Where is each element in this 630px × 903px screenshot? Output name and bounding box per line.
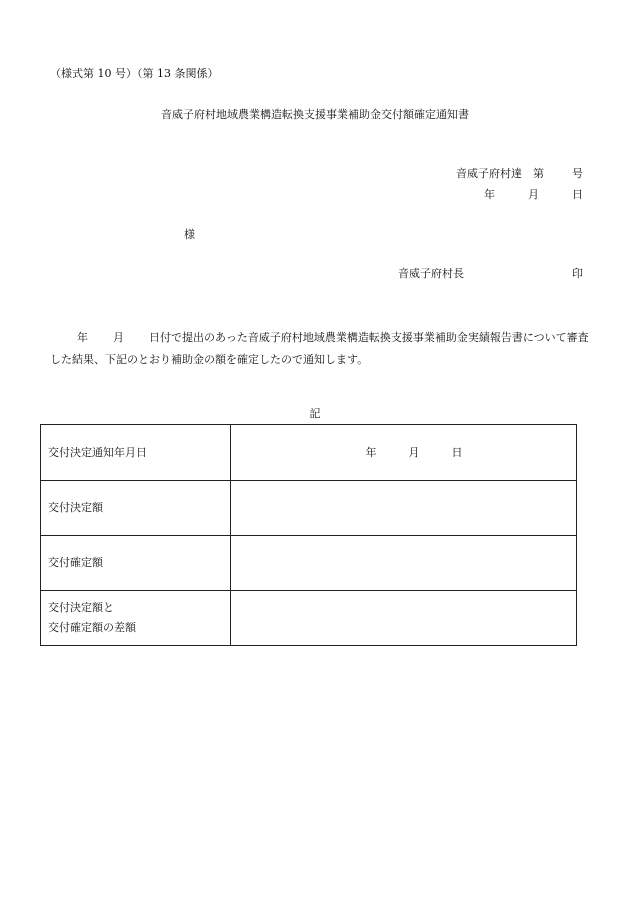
table-row bbox=[41, 591, 577, 646]
reference-number bbox=[456, 168, 583, 179]
issue-date-month: 月 bbox=[528, 188, 539, 201]
body-year: 年 bbox=[77, 331, 88, 344]
value-day: 日 bbox=[451, 445, 463, 459]
value-month: 月 bbox=[408, 445, 420, 459]
ki-heading: 記 bbox=[309, 407, 321, 420]
body-text: 日付で提出のあった音威子府村地域農業構造転換支援事業補助金実績報告書について審査した結果、下記のとおり補助金の額を確定したので通知します。 bbox=[50, 331, 589, 366]
row-value bbox=[231, 481, 577, 536]
row-label: 交付決定額 bbox=[41, 481, 231, 536]
issue-date-day: 日 bbox=[572, 188, 583, 201]
row-label-line-2: 交付確定額の差額 bbox=[48, 621, 136, 634]
row-label: 交付確定額 bbox=[41, 536, 231, 591]
value-year: 年 bbox=[365, 445, 377, 459]
detail-table bbox=[40, 424, 577, 646]
reference-dai: 第 bbox=[533, 167, 544, 180]
issuer-title: 音威子府村長 bbox=[398, 267, 464, 280]
form-number: （様式第 10 号）（第 13 条関係） bbox=[50, 67, 219, 80]
row-value bbox=[231, 425, 577, 481]
issuer bbox=[398, 268, 583, 279]
row-label-line-1: 交付決定額と bbox=[48, 601, 114, 614]
row-label: 交付決定通知年月日 bbox=[41, 425, 231, 481]
reference-prefix: 音威子府村達 bbox=[456, 167, 522, 180]
issuer-seal: 印 bbox=[572, 267, 583, 280]
addressee-honorific: 様 bbox=[184, 228, 195, 241]
table-row bbox=[41, 536, 577, 591]
reference-go: 号 bbox=[572, 167, 583, 180]
issue-date-year: 年 bbox=[484, 188, 495, 201]
body-paragraph bbox=[50, 327, 590, 371]
body-month: 月 bbox=[113, 331, 124, 344]
row-label bbox=[41, 591, 231, 646]
row-value bbox=[231, 536, 577, 591]
issue-date bbox=[484, 189, 583, 200]
table-row bbox=[41, 425, 577, 481]
table-row bbox=[41, 481, 577, 536]
document-title: 音威子府村地域農業構造転換支援事業補助金交付額確定通知書 bbox=[161, 108, 469, 121]
row-value bbox=[231, 591, 577, 646]
